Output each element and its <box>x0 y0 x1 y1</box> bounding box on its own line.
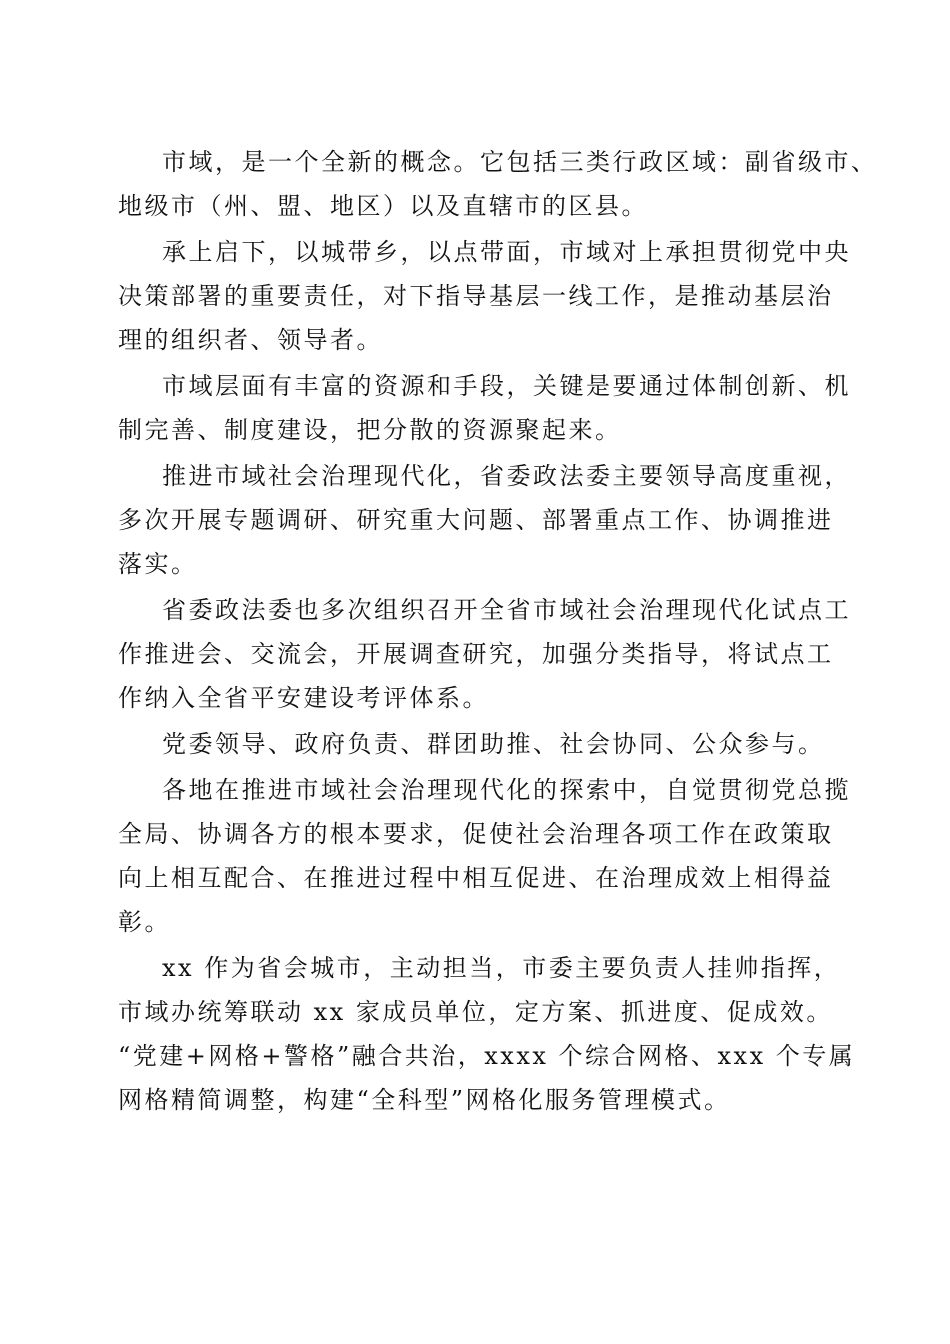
paragraph-line: 市域办统筹联动 xx 家成员单位，定方案、抓进度、促成效。 <box>118 998 833 1026</box>
paragraph-line: 推进市域社会治理现代化，省委政法委主要领导高度重视， <box>162 462 851 490</box>
paragraph-line: 网格精简调整，构建“全科型”网格化服务管理模式。 <box>118 1086 731 1114</box>
paragraph-line: 决策部署的重要责任，对下指导基层一线工作，是推动基层治 <box>118 282 834 310</box>
paragraph-line: 彰。 <box>118 908 171 936</box>
paragraph-line: 各地在推进市域社会治理现代化的探索中，自觉贯彻党总揽 <box>162 776 851 804</box>
paragraph-line: 党委领导、政府负责、群团助推、社会协同、公众参与。 <box>162 730 825 758</box>
paragraph-line: 制完善、制度建设，把分散的资源聚起来。 <box>118 416 622 444</box>
paragraph-line: 理的组织者、领导者。 <box>118 326 383 354</box>
paragraph-4 <box>118 454 851 586</box>
document-body <box>118 140 878 1124</box>
paragraph-line: 落实。 <box>118 550 198 578</box>
paragraph-line: 全局、协调各方的根本要求，促使社会治理各项工作在政策取 <box>118 820 834 848</box>
paragraph-line: 省委政法委也多次组织召开全省市域社会治理现代化试点工 <box>162 596 851 624</box>
paragraph-line: 向上相互配合、在推进过程中相互促进、在治理成效上相得益 <box>118 864 834 892</box>
paragraph-7 <box>118 768 851 944</box>
paragraph-line: 多次开展专题调研、研究重大问题、部署重点工作、协调推进 <box>118 506 834 534</box>
paragraph-6 <box>118 722 830 766</box>
paragraph-line: 承上启下，以城带乡，以点带面，市域对上承担贯彻党中央 <box>162 238 851 266</box>
paragraph-line: 地级市（州、盟、地区）以及直辖市的区县。 <box>118 192 648 220</box>
paragraph-1 <box>118 140 878 228</box>
paragraph-line: 作推进会、交流会，开展调查研究，加强分类指导，将试点工 <box>118 640 834 668</box>
paragraph-3 <box>118 364 851 452</box>
paragraph-line: xx 作为省会城市，主动担当，市委主要负责人挂帅指挥， <box>162 954 841 982</box>
paragraph-line: “党建+网格+警格”融合共治，xxxx 个综合网格、xxx 个专属 <box>118 1042 856 1070</box>
paragraph-line: 作纳入全省平安建设考评体系。 <box>118 684 489 712</box>
paragraph-line: 市域，是一个全新的概念。它包括三类行政区域：副省级市、 <box>162 148 878 176</box>
paragraph-line: 市域层面有丰富的资源和手段，关键是要通过体制创新、机 <box>162 372 851 400</box>
paragraph-2 <box>118 230 851 362</box>
paragraph-5 <box>118 588 851 720</box>
paragraph-8 <box>118 946 856 1122</box>
